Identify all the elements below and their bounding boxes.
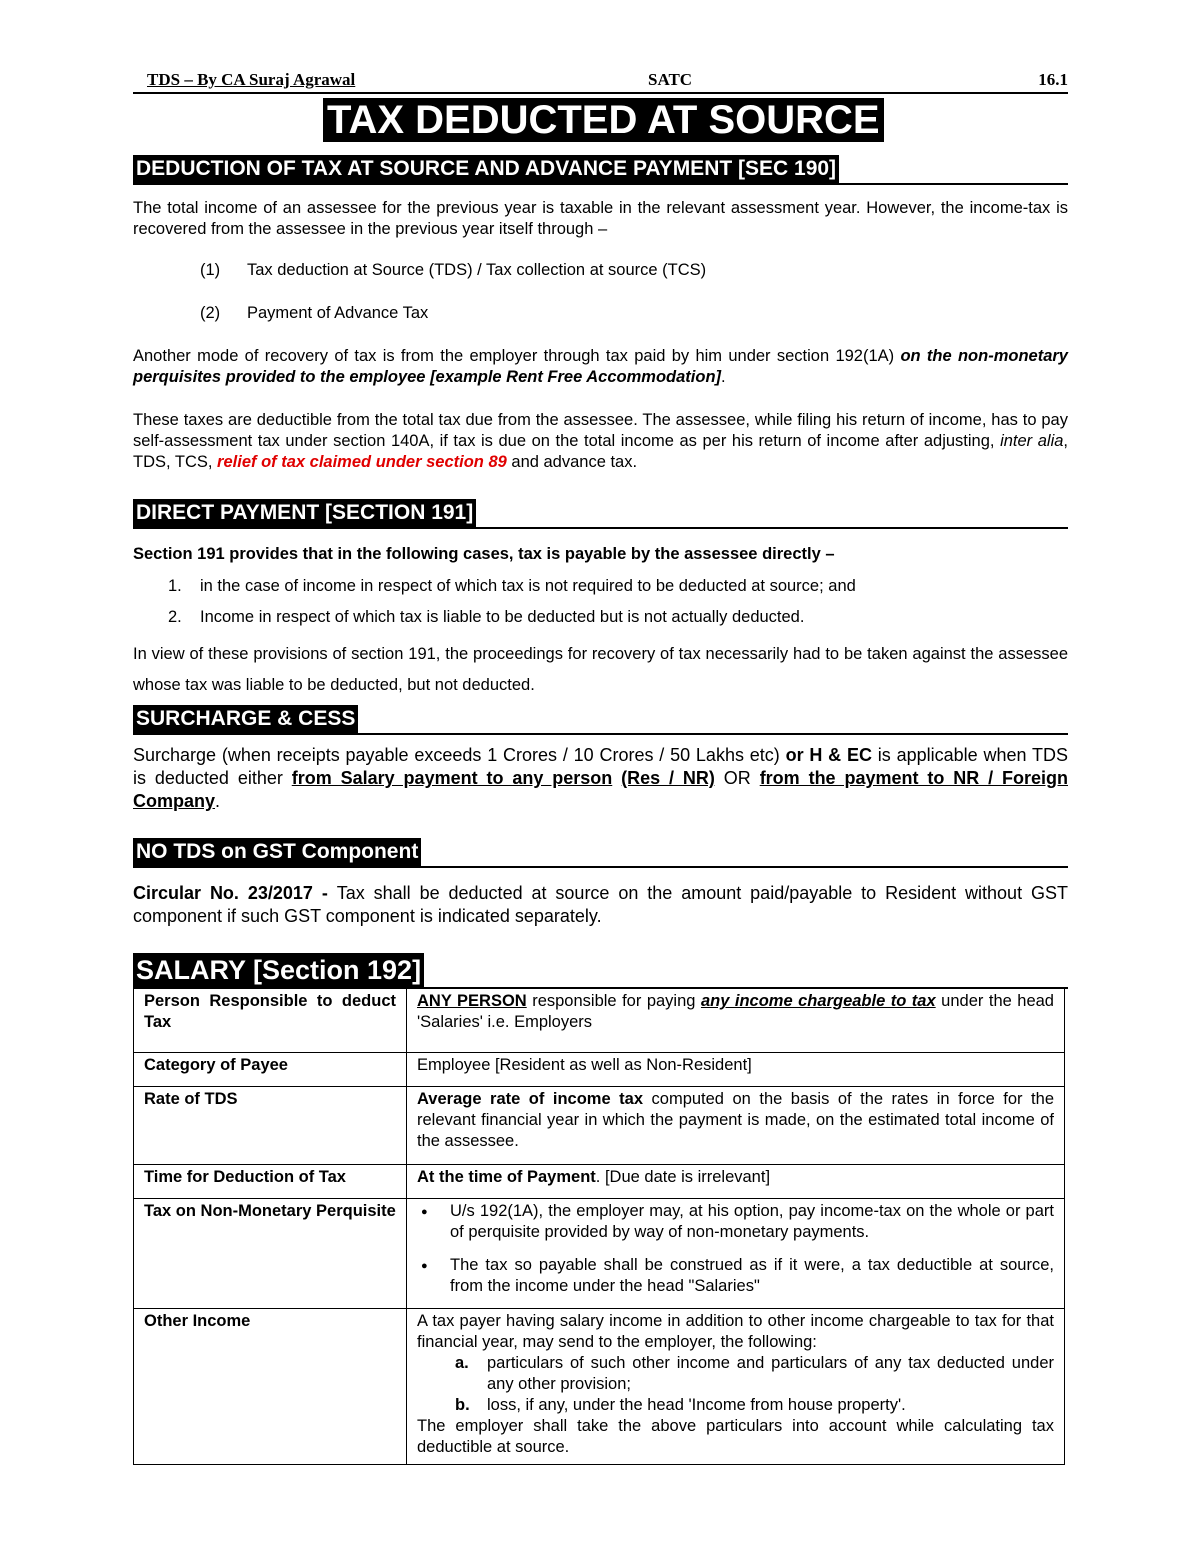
row-value [407,1199,1065,1309]
surcharge-para: Surcharge (when receipts payable exceeds 1 Crores / 10 Crores / 50 Lakhs etc) or H & EC is applicable when TDS is deducted either from Salary payment to any person (Res / NR) OR from the payment to NR / Foreign Company. [133,745,1068,811]
table-row [134,1199,1065,1309]
header-author: TDS – By CA Suraj Agrawal [147,70,356,89]
page-title: TAX DEDUCTED AT SOURCE [323,98,884,142]
salary-table [133,988,1065,1465]
section-heading-salary: SALARY [Section 192] [133,953,1068,989]
section-heading-191: DIRECT PAYMENT [SECTION 191] [133,499,1068,529]
sec190-intro: The total income of an assessee for the previous year is taxable in the relevant assessment year. However, the income-tax is recovered from the assessee in the previous year itself through – [133,199,1068,238]
row-value: Average rate of income tax computed on the basis of the rates in force for the relevant financial year in which the payment is made, on the estimated total income of the assessee. [407,1087,1065,1165]
row-label: Rate of TDS [134,1087,407,1165]
table-row [134,1053,1065,1087]
table-row [134,1309,1065,1465]
row-label: Tax on Non-Monetary Perquisite [134,1199,407,1309]
gst-para: Circular No. 23/2017 - Tax shall be deducted at source on the amount paid/payable to Resident without GST component if such GST component is indicated separately. [133,883,1068,926]
row-label: Person Responsible to deduct Tax [134,989,407,1053]
sec191-para: In view of these provisions of section 191, the proceedings for recovery of tax necessarily had to be taken against the assessee whose tax was liable to be deducted, but not deducted. [133,645,1068,694]
bullet-item: ● The tax so payable shall be construed as if it were, a tax deductible at source, from the income under the head "Salaries" [417,1255,1054,1297]
section-heading-surcharge: SURCHARGE & CESS [133,705,1068,735]
header-institute: SATC [648,70,693,89]
sec190-para-taxes: These taxes are deductible from the total tax due from the assessee. The assessee, while filing his return of income, has to pay self-assessment tax under section 140A, if tax is due on the total income as per his return of income after adjusting, inter alia, TDS, TCS, relief of tax claimed under section 89 and advance tax. [133,411,1069,471]
row-value: At the time of Payment. [Due date is irrelevant] [407,1165,1065,1199]
document-page: TDS – By CA Suraj Agrawal SATC 16.1 TAX DEDUCTED AT SOURCE DEDUCTION OF TAX AT SOURCE AND ADVANCE PAYMENT [SEC 190] The total income of an assessee for the previous year is taxable in the relevant assessment year. However, the income-tax is recovered from the assessee in the previous year itself through – (1) Tax deduction at Source (TDS) / Tax collection at source (TCS) (2) Payment of Advance Tax Another mode of recovery of tax is from the employer through tax paid by him under section 192(1A) on the non-monetary perquisites provided to the employee [example Rent Free Accommodation]. These taxes are deductible from the total tax due from the assessee. The assessee, while filing his return of income, has to pay self-assessment tax under section 140A, if tax is due on the total income as per his return of income after adjusting, inter alia, TDS, TCS, relief of tax claimed under section 89 and advance tax. DIRECT PAYMENT [SECTION 191] Section 191 provides that in the following cases, tax is payable by the assessee directly – 1. in the case of income in respect of which tax is not required to be deducted at source; and 2. Income in respect of which tax is liable to be deducted but is not actually deducted. In view of these provisions of section 191, the proceedings for recovery of tax necessarily had to be taken against the assessee whose tax was liable to be deducted, but not deducted. SURCHARGE & CESS Surcharge (when receipts payable exceeds 1 Crores / 10 Crores / 50 Lakhs etc) or H & EC is applicable when TDS is deducted either from Salary payment to any person (Res / NR) OR from the payment to NR / Foreign Company. NO TDS on GST Component Circular No. 23/2017 - Tax shall be deducted at source on the amount paid/payable to Resident without GST component if such GST component is indicated separately. SALARY [Section 192] Person Responsible to deduct Tax ANY PERSON responsible for paying any income chargeable to tax under the head 'Salaries' i.e. Employers Category of Payee Employee [Resident as well as Non-Resident] Rate of TDS Average rate of income tax computed on the basis of the rates in force for the relevant financial year in which the payment is made, on the estimated total income of the assessee. Time for Deduction of Tax At the time of Payment. [Due date is irrelevant] Tax on Non-Monetary Perquisite ● U/s 192(1A), the employer may, at his option, pay income-tax on the whole or part of perquisite provided by way of non-monetary payments. ● The tax so payable shall be construed as if it were, a tax deductible at source, from the income under the head "Salaries" Other Income A tax payer having salary income in addition to other income chargeable to tax for that financial year, may send to the employer, the following: a. particulars of such other income and particulars of any tax deducted under any other provision; b. loss, if any, under the head 'Income from house property'. The employer shall take the above particulars into account while calculating tax deductible at source. [0,0,1200,1553]
page-number: 16.1 [1038,70,1068,89]
bullet-item: ● U/s 192(1A), the employer may, at his option, pay income-tax on the whole or part of perquisite provided by way of non-monetary payments. [417,1201,1054,1243]
list-item: b. loss, if any, under the head 'Income from house property'. [455,1396,906,1414]
row-value: ANY PERSON responsible for paying any income chargeable to tax under the head 'Salaries' i.e. Employers [407,989,1065,1053]
row-label: Category of Payee [134,1053,407,1087]
row-label: Other Income [134,1309,407,1465]
table-row [134,1165,1065,1199]
row-label: Time for Deduction of Tax [134,1165,407,1199]
row-value: Employee [Resident as well as Non-Resident] [407,1053,1065,1087]
page-header [133,70,1068,94]
row-value: A tax payer having salary income in addition to other income chargeable to tax for that financial year, may send to the employer, the following: a. particulars of such other income and particulars of any tax deducted under any other provision; b. loss, if any, under the head 'Income from house property'. The employer shall take the above particulars into account while calculating tax deductible at source. [407,1309,1065,1465]
table-row [134,989,1065,1053]
list-item: a. particulars of such other income and particulars of any tax deducted under any other provision; [455,1354,1054,1393]
sec191-lead: Section 191 provides that in the following cases, tax is payable by the assessee directly – [133,545,835,563]
section-heading-gst: NO TDS on GST Component [133,838,1068,868]
table-row [134,1087,1065,1165]
section-heading-190: DEDUCTION OF TAX AT SOURCE AND ADVANCE PAYMENT [SEC 190] [133,155,1068,185]
sec190-para-perquisites: Another mode of recovery of tax is from the employer through tax paid by him under section 192(1A) on the non-monetary perquisites provided to the employee [example Rent Free Accommodation]. [133,347,1068,386]
